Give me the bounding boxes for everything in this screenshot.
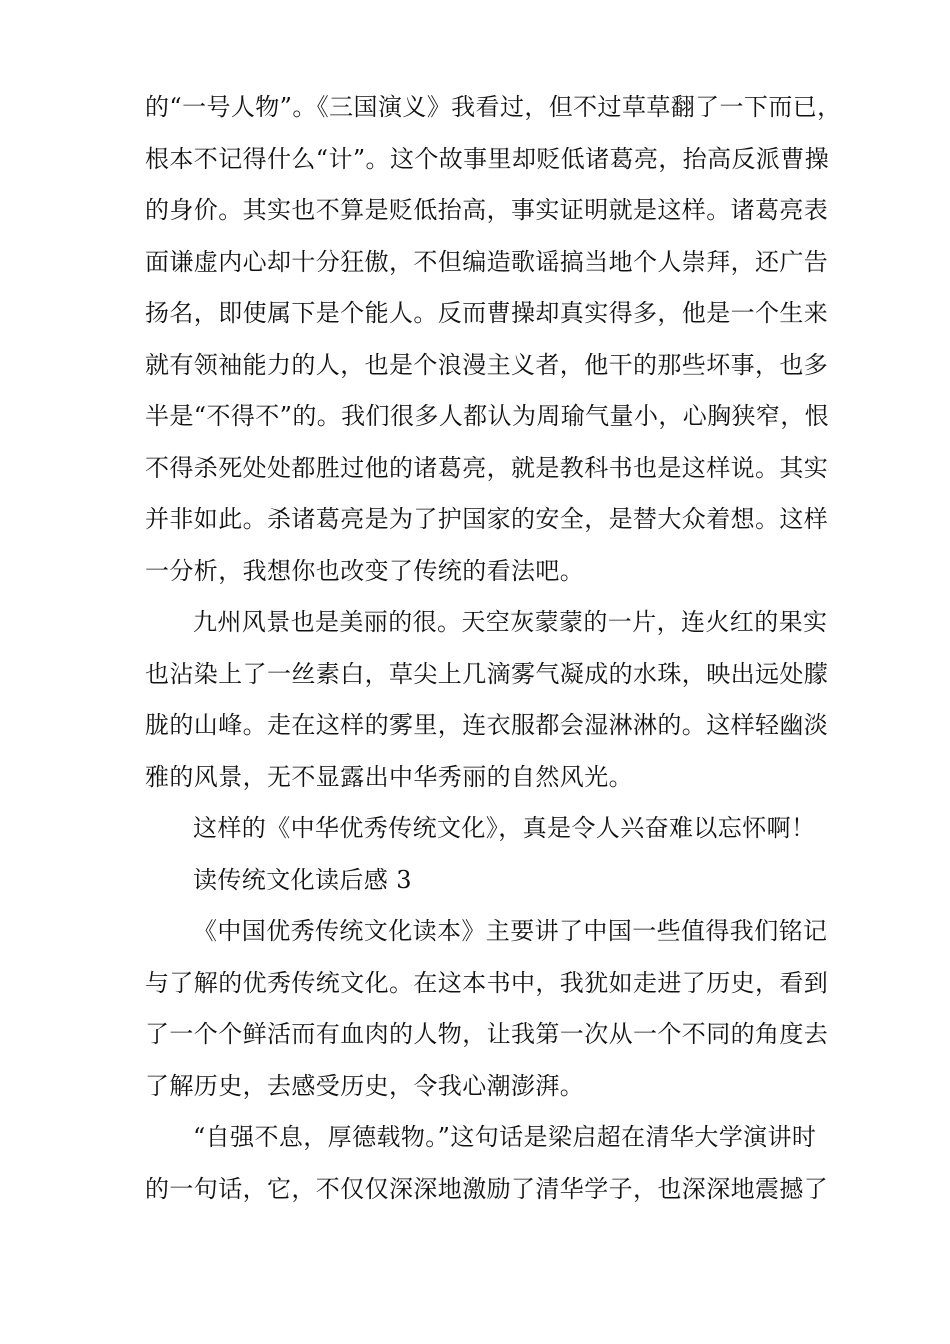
document-body [145,82,842,1215]
text-line: 这样的《中华优秀传统文化》，真是令人兴奋难以忘怀啊！ [193,814,816,842]
text-line: 根本不记得什么“计”。这个故事里却贬低诸葛亮，抬高反派曹操 [145,144,830,173]
text-line: 《中国优秀传统文化读本》主要讲了中国一些值得我们铭记 [193,917,828,945]
heading-line: 读传统文化读后感 3 [193,865,412,894]
paragraph-1 [145,82,842,597]
paragraph-5 [145,906,829,1112]
text-line: 的一句话，它，不仅仅深深地激励了清华学子，也深深地震撼了 [145,1174,829,1203]
text-line: 的“一号人物”。《三国演义》我看过，但不过草草翻了一下而已， [145,93,842,121]
text-line: 扬名，即使属下是个能人。反而曹操却真实得多，他是一个生来 [145,299,829,327]
text-line: 一分析，我想你也改变了传统的看法吧。 [145,556,585,585]
text-line: 半是“不得不”的。我们很多人都认为周瑜气量小，心胸狭窄，恨 [145,402,830,430]
paragraph-2 [145,597,829,803]
paragraph-3 [145,803,815,855]
text-line: 不得杀死处处都胜过他的诸葛亮，就是教科书也是这样说。其实 [145,453,829,482]
text-line: 就有领袖能力的人，也是个浪漫主义者，他干的那些坏事，也多 [145,350,829,379]
text-line: 并非如此。杀诸葛亮是为了护国家的安全，是替大众着想。这样 [145,505,829,533]
paragraph-6 [145,1112,829,1215]
text-line: 九州风景也是美丽的很。天空灰蒙蒙的一片，连火红的果实 [193,608,828,636]
text-line: “自强不息，厚德载物。”这句话是梁启超在清华大学演讲时 [193,1123,817,1151]
text-line: 胧的山峰。走在这样的雾里，连衣服都会湿淋淋的。这样轻幽淡 [145,711,829,739]
text-line: 的身价。其实也不算是贬低抬高，事实证明就是这样。诸葛亮表 [145,196,829,224]
text-line: 面谦虚内心却十分狂傲，不但编造歌谣搞当地个人崇拜，还广告 [145,247,829,276]
text-line: 也沾染上了一丝素白，草尖上几滴雾气凝成的水珠，映出远处朦 [145,659,829,688]
text-line: 雅的风景，无不显露出中华秀丽的自然风光。 [145,762,633,791]
text-line: 了一个个鲜活而有血肉的人物，让我第一次从一个不同的角度去 [145,1020,829,1048]
text-line: 与了解的优秀传统文化。在这本书中，我犹如走进了历史，看到 [145,968,829,997]
text-line: 了解历史，去感受历史，令我心潮澎湃。 [145,1071,585,1100]
section-heading [145,855,815,907]
